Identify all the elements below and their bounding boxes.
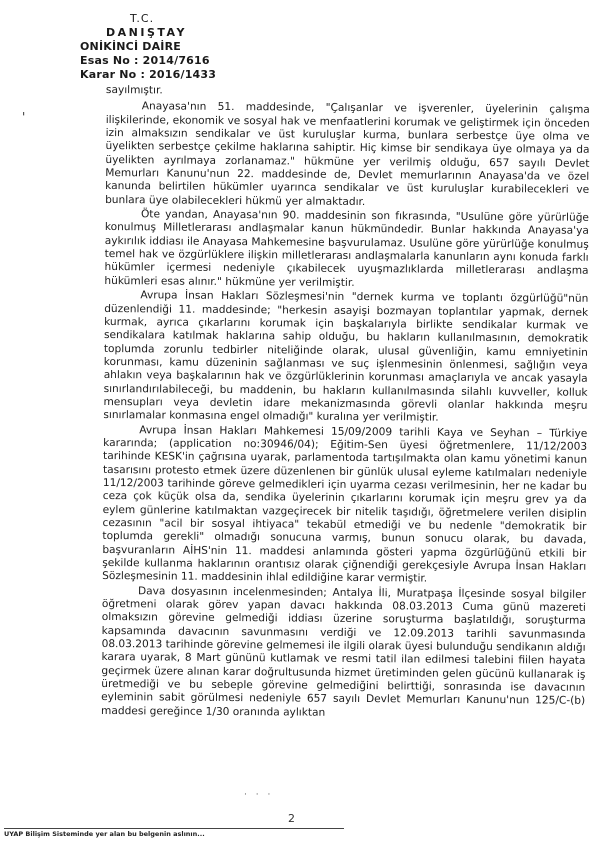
uyap-footer: UYAP Bilişim Sisteminde yer alan bu belgenin aslının... bbox=[4, 828, 344, 838]
header-court-name: DANIŞTAY bbox=[106, 26, 187, 39]
paragraph: Dava dosyasının incelenmesinden; Antalya İli, Muratpaşa İlçesinde sosyal bilgiler öğretmeni olarak görev yapan davacı hakkında 08.03.2013 Cuma günü mazereti olmaksızın görevine gelmediği iddiası üzerine soruşturma başlatıldığı, soruşturma kapsamında davacının savunmasını verdiği ve 12.09.2013 tarihli savunmasında 08.03.2013 tarihinde görevine gelmemesi ile ilgili olarak üyesi bulunduğu sendikanın aldığı karara uyarak, 8 Mart gününü kutlamak ve resmi tatil ilan edilmesi talebini fiilen hayata geçirmek üzere alınan karar doğrultusunda hizmet üretiminden gelen gücünü kullanarak iş üretmediği ve bu sebeple görevine gelmediğini belirttiği, sonrasında ise davacının eyleminin sabit görülmesi nedeniyle 657 sayılı Devlet Memurları Kanunu'nun 125/C-(b) maddesi gereğince 1/30 oranında aylıktan bbox=[101, 584, 587, 719]
paragraph: Anayasa'nın 51. maddesinde, "Çalışanlar ve işverenler, üyelerinin çalışma ilişkilerinde, ekonomik ve sosyal hak ve menfaatlerini korumak ve geliştirmek için önceden izin almaksızın sendikalar ve üst kuruluşlar kurma, bunlara serbestçe üye olma ve üyelikten serbestçe çekilme haklarına sahiptir. Hiç kimse bir sendikaya üye olmaya ya da üyelikten ayrılmaya zorlanamaz." hükmüne yer verilmiş olduğu, 657 sayılı Devlet Memurları Kanunu'nun 22. maddesinde de, Devlet memurlarının Anayasa'da ve özel kanunda belirtilen hükümler uyarınca sendikalar ve üst kuruluşlar kurabilecekleri ve bunlara üye olabilecekleri hükmü yer almaktadır. bbox=[105, 100, 590, 208]
page-number: 2 bbox=[288, 812, 295, 825]
paragraph: Avrupa İnsan Hakları Mahkemesi 15/09/2009 tarihli Kaya ve Seyhan – Türkiye kararında; (application no:30946/04); Eğitim-Sen üyesi öğretmenlere, 11/12/2003 tarihinde KESK'in çağrısına uyarak, parlamentoda tartışılmakta olan kamu yönetimi kanun tasarısını protesto etmek üzere düzenlenen bir günlük ulusal eyleme katılmaları nedeniyle 11/12/2003 tarihinde göreve gelmedikleri için uyarma cezası verilmesinin, her ne kadar bu ceza çok küçük olsa da, sendika üyelerinin çıkarlarını korumak için meşru grev ya da eylem günlerine katılmaktan vazgeçirecek bir nitelik taşıdığı, öğretmelere verilen disiplin cezasının "acil bir sosyal ihtiyaca" tekabül etmediği ve bu nedenle "demokratik bir toplumda gerekli" olmadığı sonucuna varmış, bunun sonucu olarak, bu davada, başvuranların AİHS'nin 11. maddesi anlamında gösteri yapma özgürlüğünü etkili bir şekilde kullanma haklarının orantısız olarak çiğnendiği gerekçesiyle Avrupa İnsan Hakları Sözleşmesinin 11. maddesinin ihlal edildiğine karar vermiştir. bbox=[102, 423, 588, 585]
document-body bbox=[101, 84, 590, 723]
paragraph: Avrupa İnsan Hakları Sözleşmesi'nin "dernek kurma ve toplantı özgürlüğü"nün düzenlendiği 11. maddesinde; "herkesin asayişi bozmayan toplantılar yapmak, dernek kurmak, ayrıca çıkarlarını korumak için başkalarıyla birlikte sendikalar kurmak ve sendikalara katılmak haklarına sahip olduğu, bu hakların kullanılmasının, demokratik toplumda zorunlu tedbirler niteliğinde olarak, ulusal güvenliğin, kamu emniyetinin korunması, kamu düzeninin sağlanması ve suç işlenmesinin önlenmesi, sağlığın veya ahlakın veya başkalarının hak ve özgürlüklerinin korunması amaçlarıyla ve ancak yasayla sınırlandırılabileceği, bu maddenin, bu hakların kullanılmasında silahlı kuvveller, kolluk mensupları veya devletin idare mekanizmasında görevli olanlar hakkında meşru sınırlamalar konmasına engel olmadığı" kuralına yer verilmiştir. bbox=[103, 289, 589, 424]
header-esas-no: Esas No : 2014/7616 bbox=[80, 54, 210, 67]
margin-tick-mark: ' bbox=[22, 110, 26, 124]
document-header bbox=[80, 12, 216, 82]
header-chamber: ONİKİNCİ DAİRE bbox=[80, 40, 181, 53]
paragraph: Öte yandan, Anayasa'nın 90. maddesinin son fıkrasında, "Usulüne göre yürürlüğe konulmuş Milletlerarası andlaşmalar kanun hükmündedir. Bunlar hakkında Anayasa'ya aykırılık iddiası ile Anayasa Mahkemesine başvurulamaz. Usulüne göre yürürlüğe konulmuş temel hak ve özgürlüklere ilişkin milletlerarası andlaşmalarla kanunların aynı konuda farklı hükümler içermesi nedeniyle çıkabilecek uyuşmazlıklarda milletlerarası andlaşma hükümleri esas alınır." hükmüne yer verilmiştir. bbox=[104, 208, 590, 289]
header-karar-no: Karar No : 2016/1433 bbox=[80, 68, 217, 81]
paragraph: sayılmıştır. bbox=[105, 84, 163, 97]
scan-artifact-dots: · · · bbox=[244, 790, 274, 800]
header-tc: T.C. bbox=[130, 12, 155, 25]
